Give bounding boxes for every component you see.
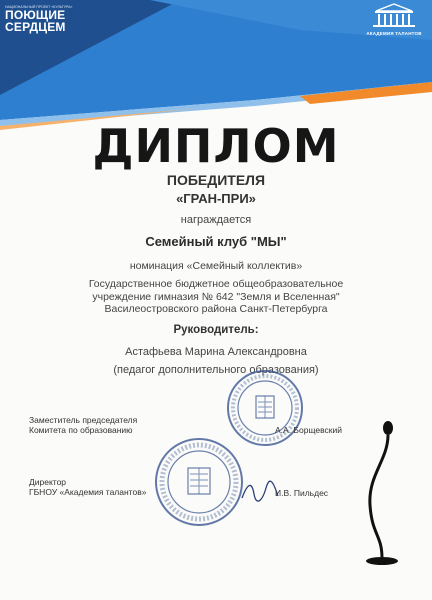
school-line: Василеостровского района Санкт-Петербурга xyxy=(104,303,328,315)
awarded-text: награждается xyxy=(180,214,252,226)
school-line: Государственное бюджетное общеобразовательное xyxy=(88,278,344,290)
deputy-name: А.А. Борщевский xyxy=(275,425,342,435)
deputy-line: Заместитель председателя xyxy=(29,415,138,425)
director-title xyxy=(29,477,146,497)
singing-hearts-logo xyxy=(5,5,75,33)
deputy-line: Комитета по образованию xyxy=(29,425,133,435)
academy-name: АКАДЕМИЯ ТАЛАНТОВ xyxy=(366,31,422,36)
nomination-text: номинация «Семейный коллектив» xyxy=(129,260,303,272)
recipient-name: Семейный клуб "МЫ" xyxy=(145,234,287,249)
diploma-title: ДИПЛОМ xyxy=(92,119,340,173)
supervisor-label: Руководитель: xyxy=(173,324,259,336)
grand-prix-label: «ГРАН-ПРИ» xyxy=(176,191,256,206)
logo-line-2: СЕРДЦЕМ xyxy=(5,20,66,34)
signature-icon xyxy=(240,478,280,504)
supervisor-role: (педагог дополнительного образования) xyxy=(113,364,319,376)
director-line: Директор xyxy=(29,477,67,487)
deputy-chair-title xyxy=(29,415,137,435)
academy-building-icon xyxy=(362,2,426,30)
microphone-icon xyxy=(358,420,418,568)
logo-tagline: НАЦИОНАЛЬНЫЙ ПРОЕКТ «КУЛЬТУРА» xyxy=(5,5,73,9)
winner-label: ПОБЕДИТЕЛЯ xyxy=(166,172,266,188)
school-info xyxy=(0,278,432,316)
logo-line-1: ПОЮЩИЕ xyxy=(5,8,66,22)
director-line: ГБНОУ «Академия талантов» xyxy=(29,487,147,497)
supervisor-name: Астафьева Марина Александровна xyxy=(125,346,307,358)
school-line: учреждение гимназия № 642 "Земля и Вселенная" xyxy=(92,290,340,303)
director-name: И.В. Пильдес xyxy=(275,488,329,498)
academy-logo xyxy=(362,2,426,36)
stamp-icon xyxy=(153,436,245,528)
